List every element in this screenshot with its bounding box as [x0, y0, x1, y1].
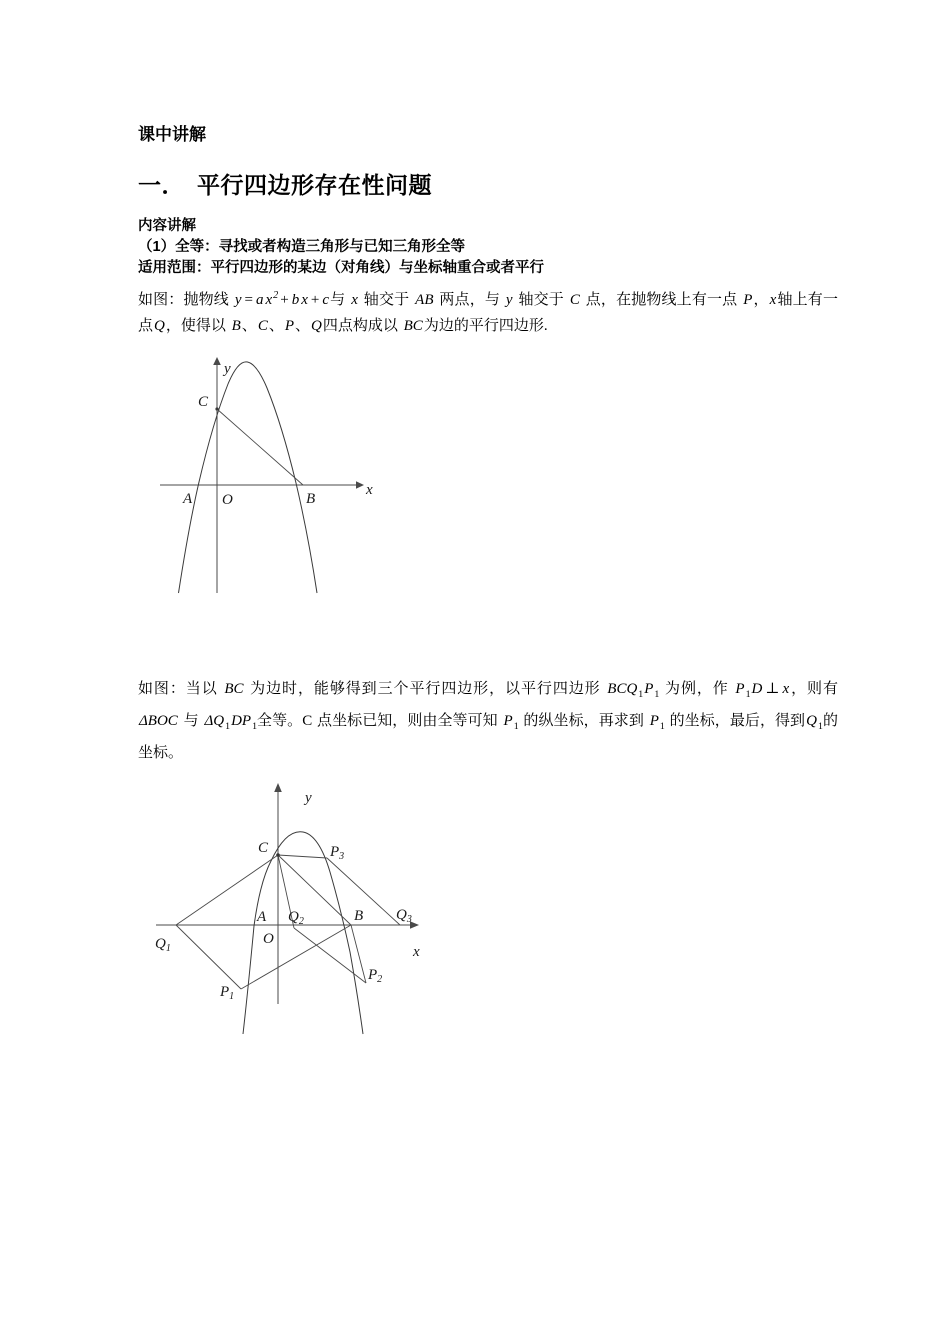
math-var-P: P: [743, 292, 753, 308]
math-var-x-line2: x: [769, 292, 777, 308]
text-frag: 全等。C 点坐标已知，则由全等可知: [257, 713, 503, 729]
math-D: D: [751, 681, 763, 697]
section-heading: [138, 146, 838, 200]
math-P-3: P: [503, 713, 513, 729]
label-y-axis: y: [305, 790, 312, 806]
label-x-axis: x: [366, 482, 373, 498]
math-b: b: [291, 292, 300, 308]
content-subheading: 内容讲解: [138, 218, 196, 234]
label-C: C: [198, 394, 209, 410]
math-a: a: [255, 292, 264, 308]
label-P2: $P_2$: [368, 967, 383, 985]
text-frag: 两点，与: [434, 292, 505, 308]
math-x: x: [265, 292, 273, 308]
segment-P2-B: [351, 925, 366, 983]
figure1-canvas: [158, 353, 408, 598]
figure-parabola-1: [138, 339, 838, 598]
text-frag: ，: [753, 292, 769, 308]
text-frag: 、: [241, 318, 257, 334]
math-var-C: C: [569, 292, 580, 308]
math-P1: P: [735, 681, 745, 697]
text-frag: 轴上有一点: [138, 292, 838, 334]
label-x-axis: x: [413, 944, 420, 960]
label-B: B: [354, 908, 364, 924]
math-sub-1: 1: [638, 689, 644, 700]
y-axis-arrow: [213, 357, 221, 365]
segment-CB: [217, 409, 303, 485]
text-frag: 如图：当以: [138, 681, 224, 697]
math-sub-q: 1: [225, 721, 231, 732]
point-one-line: （1）全等：寻找或者构造三角形与已知三角形全等: [138, 239, 466, 255]
parabola-curve: [243, 832, 363, 1034]
segment-P1-B: [241, 925, 351, 989]
math-var-P2: P: [284, 318, 295, 334]
text-frag: 的坐标。: [138, 713, 838, 761]
point-C-dot: [215, 407, 218, 410]
segment-C-P3: [278, 855, 327, 858]
text-frag: 、: [268, 318, 284, 334]
lesson-heading: 课中讲解: [138, 125, 206, 144]
label-P3: $P_3$: [330, 844, 345, 862]
label-origin: O: [263, 931, 274, 947]
text-frag: 则有: [807, 681, 838, 697]
text-frag: 最后，得到: [729, 713, 806, 729]
label-B: B: [306, 491, 316, 507]
label-P1: $P_1$: [220, 984, 235, 1002]
paragraph-2-block: [138, 598, 838, 766]
section-number: 一．: [138, 172, 185, 198]
explanation-paragraph: [138, 676, 838, 766]
text-frag: 如图：抛物线: [138, 292, 234, 308]
text-frag: 、: [295, 318, 311, 334]
math-triangle-Q1DP1-a: ΔQ: [204, 713, 225, 729]
math-var-Q2: Q: [311, 318, 322, 334]
label-Q3: $Q_3$: [396, 907, 412, 925]
math-x-perp: x: [782, 681, 790, 697]
math-BCQ: BCQ: [607, 681, 638, 697]
math-equals: =: [244, 292, 253, 308]
text-frag: 的坐标，: [664, 713, 730, 729]
math-var-y: y: [505, 292, 513, 308]
label-Q2: $Q_2$: [288, 909, 304, 927]
math-plus-2: +: [310, 292, 320, 308]
math-BC: BC: [224, 681, 244, 697]
math-var-C2: C: [257, 318, 268, 334]
segment-Q1-P1: [176, 925, 241, 989]
math-var-AB: AB: [415, 292, 434, 308]
math-sub-q1: 1: [817, 721, 823, 732]
text-frag: 为边的平行四边形.: [423, 318, 548, 334]
math-sub-3: 1: [513, 721, 519, 732]
segment-Q2-P2: [294, 928, 366, 983]
math-sub-1c: 1: [745, 689, 751, 700]
text-frag: 为例，作: [659, 681, 735, 697]
segment-P3-Q3: [327, 858, 400, 925]
math-x-2: x: [301, 292, 308, 308]
text-frag: 的纵坐标，再求到: [518, 713, 649, 729]
text-frag: 与: [330, 292, 351, 308]
text-frag: 点，在抛物线上有一点: [580, 292, 743, 308]
text-frag: 轴交于: [358, 292, 415, 308]
math-sub-1b: 1: [654, 689, 660, 700]
math-sub-p: 1: [252, 721, 257, 732]
math-perp: ⊥: [765, 681, 780, 697]
math-triangle-Q1DP1-b: DP: [231, 713, 252, 729]
math-plus-1: +: [280, 292, 289, 308]
section-title: 平行四边形存在性问题: [197, 172, 432, 198]
label-origin: O: [222, 492, 233, 508]
scope-line: 适用范围：平行四边形的某边（对角线）与坐标轴重合或者平行: [138, 260, 544, 276]
math-var-B: B: [231, 318, 241, 334]
figure-parabola-2: [138, 766, 838, 1041]
label-Q1: $Q_1$: [155, 936, 171, 954]
text-frag: ，使得以: [165, 318, 231, 334]
text-frag: 与: [178, 713, 204, 729]
math-y: y: [234, 292, 242, 308]
math-exponent: 2: [273, 290, 279, 301]
text-frag: 轴交于: [513, 292, 569, 308]
label-A: A: [257, 909, 267, 925]
math-c: c: [322, 292, 329, 308]
x-axis-arrow: [356, 481, 364, 489]
y-axis-arrow: [274, 783, 282, 792]
math-P-4: P: [649, 713, 659, 729]
math-P: P: [644, 681, 654, 697]
problem-statement-line-1: [138, 279, 838, 339]
text-frag: ，: [790, 681, 808, 697]
math-var-BC: BC: [403, 318, 423, 334]
math-triangle-BOC: ΔBOC: [139, 713, 178, 729]
label-C: C: [258, 840, 269, 856]
math-var-Q: Q: [154, 318, 165, 334]
text-frag: 为边时，能够得到三个平行四边形，以平行四边形: [244, 681, 607, 697]
point-C-dot: [276, 853, 280, 857]
figure2-canvas: [138, 776, 558, 1041]
page-content: [138, 0, 838, 1041]
math-Q1: Q: [806, 713, 817, 729]
label-A: A: [183, 491, 193, 507]
text-frag: 四点构成以: [322, 318, 403, 334]
math-sub-4: 1: [659, 721, 665, 732]
label-y-axis: y: [224, 361, 231, 377]
math-var-x: x: [351, 292, 358, 308]
